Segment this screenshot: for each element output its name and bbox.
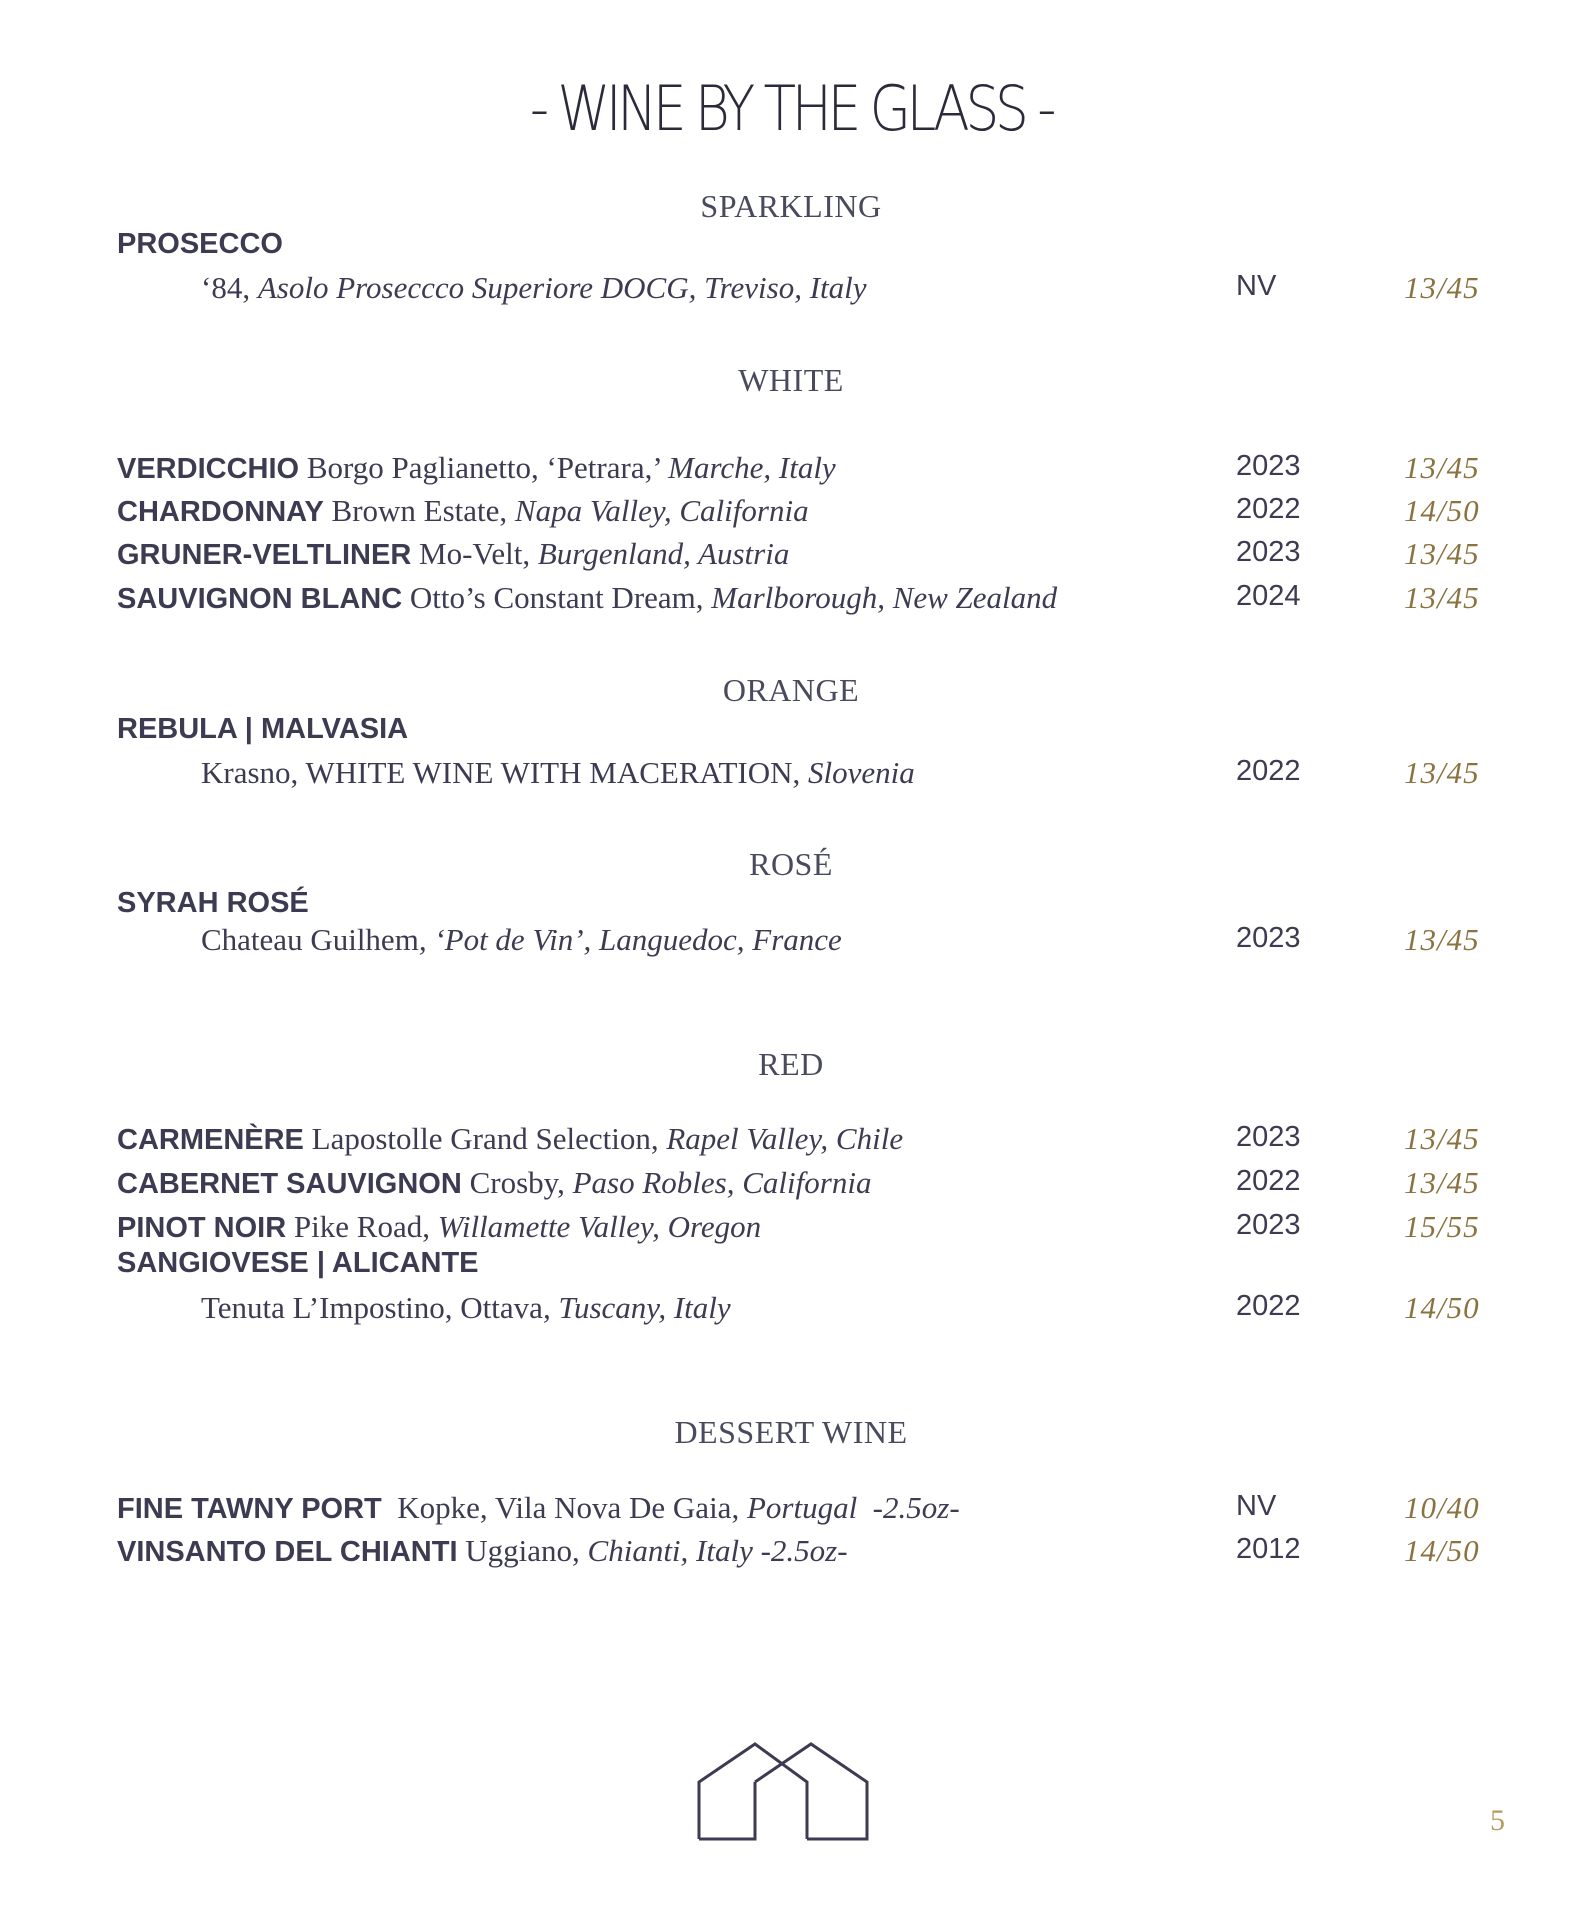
price: 13/45	[1404, 450, 1480, 485]
region: , Tuscany, Italy	[542, 1290, 731, 1325]
list-item	[0, 1165, 1582, 1205]
vintage: 2022	[1236, 493, 1301, 525]
vintage: 2012	[1236, 1533, 1301, 1565]
list-item	[0, 887, 1582, 927]
list-item	[0, 580, 1582, 620]
producer: Otto’s Constant Dream,	[402, 580, 712, 615]
wine-description	[117, 1121, 903, 1157]
region: Asolo Proseccco Superiore DOCG, Treviso, Italy	[257, 270, 867, 305]
price: 14/50	[1404, 1290, 1480, 1325]
producer: Uggiano,	[457, 1533, 588, 1568]
grape-name: REBULA | MALVASIA	[117, 713, 409, 745]
producer: ‘84,	[201, 270, 258, 305]
price: 13/45	[1404, 580, 1480, 615]
vintage: 2022	[1236, 1165, 1301, 1197]
price: 14/50	[1404, 1533, 1480, 1568]
list-item	[0, 1209, 1582, 1249]
grape-name: CARMENÈRE	[117, 1124, 304, 1156]
producer: Chateau Guilhem	[201, 922, 419, 957]
region: Burgenland, Austria	[537, 536, 790, 571]
list-item	[0, 450, 1582, 490]
price: 13/45	[1404, 270, 1480, 305]
producer: Tenuta L’Impostino, Ottava	[201, 1290, 543, 1325]
region: Rapel Valley, Chile	[666, 1121, 904, 1156]
section-heading-orange: ORANGE	[722, 672, 860, 708]
price: 15/55	[1404, 1209, 1480, 1244]
section-heading-dessert: DESSERT WINE	[674, 1414, 908, 1450]
grape-name: GRUNER-VELTLINER	[117, 539, 412, 571]
list-item	[0, 1290, 1582, 1330]
list-item	[0, 1490, 1582, 1530]
price: 14/50	[1404, 493, 1480, 528]
price: 13/45	[1404, 1165, 1480, 1200]
grape-name: SYRAH ROSÉ	[117, 887, 309, 919]
vintage: 2022	[1236, 755, 1301, 787]
producer: Mo-Velt,	[411, 536, 538, 571]
producer: Brown Estate,	[323, 493, 515, 528]
vintage: 2023	[1236, 922, 1301, 954]
grape-name: VINSANTO DEL CHIANTI	[117, 1536, 458, 1568]
wine-description	[201, 755, 915, 791]
region: , ‘Pot de Vin’, Languedoc, France	[418, 922, 842, 957]
vintage: 2024	[1236, 580, 1301, 612]
price: 10/40	[1404, 1490, 1480, 1525]
grape-name: FINE TAWNY PORT	[117, 1493, 382, 1525]
wine-description	[117, 1165, 871, 1201]
vintage: 2023	[1236, 450, 1301, 482]
wine-description	[201, 270, 867, 306]
section-heading-sparkling: SPARKLING	[700, 188, 882, 224]
section-heading-red: RED	[758, 1046, 824, 1082]
wine-description	[117, 493, 809, 529]
wine-description	[117, 1533, 848, 1569]
producer: Pike Road,	[286, 1209, 438, 1244]
region: Willamette Valley, Oregon	[437, 1209, 762, 1244]
grape-name: SAUVIGNON BLANC	[117, 583, 403, 615]
grape-name: PROSECCO	[117, 228, 283, 260]
producer: Kopke, Vila Nova De Gaia,	[381, 1490, 747, 1525]
section-heading-rose: ROSÉ	[749, 846, 833, 882]
vintage: 2023	[1236, 1121, 1301, 1153]
price: 13/45	[1404, 1121, 1480, 1156]
region: Napa Valley, California	[514, 493, 809, 528]
wine-description	[117, 536, 789, 572]
grape-name: CABERNET SAUVIGNON	[117, 1168, 462, 1200]
wine-description	[117, 580, 1057, 616]
list-item	[0, 922, 1582, 962]
list-item	[0, 1533, 1582, 1573]
vintage: 2022	[1236, 1290, 1301, 1322]
region: Portugal -2.5oz-	[746, 1490, 960, 1525]
producer: Crosby,	[461, 1165, 573, 1200]
list-item	[0, 713, 1582, 753]
list-item	[0, 493, 1582, 533]
list-item	[0, 228, 1582, 268]
list-item	[0, 270, 1582, 310]
grape-name: PINOT NOIR	[117, 1212, 287, 1244]
page-title: - WINE BY THE GLASS -	[529, 72, 1053, 145]
vintage: NV	[1236, 270, 1277, 302]
producer: Lapostolle Grand Selection,	[303, 1121, 667, 1156]
grape-name: SANGIOVESE | ALICANTE	[117, 1247, 479, 1279]
price: 13/45	[1404, 922, 1480, 957]
region: Paso Robles, California	[572, 1165, 872, 1200]
price: 13/45	[1404, 755, 1480, 790]
house-outline-logo-icon	[697, 1742, 869, 1842]
wine-description	[117, 450, 836, 486]
producer: Borgo Paglianetto, ‘Petrara,’	[299, 450, 669, 485]
region: Marlborough, New Zealand	[711, 580, 1058, 615]
list-item	[0, 1247, 1582, 1287]
wine-description	[117, 1490, 960, 1526]
vintage: 2023	[1236, 1209, 1301, 1241]
list-item	[0, 536, 1582, 576]
list-item	[0, 1121, 1582, 1161]
section-heading-white: WHITE	[738, 362, 844, 398]
producer: Krasno, WHITE WINE WITH MACERATION,	[201, 755, 808, 790]
price: 13/45	[1404, 536, 1480, 571]
vintage: 2023	[1236, 536, 1301, 568]
region: Marche, Italy	[668, 450, 836, 485]
vintage: NV	[1236, 1490, 1277, 1522]
page-number: 5	[1490, 1804, 1505, 1837]
wine-description	[201, 1290, 731, 1326]
list-item	[0, 755, 1582, 795]
grape-name: VERDICCHIO	[117, 453, 300, 485]
region: Chianti, Italy -2.5oz-	[587, 1533, 848, 1568]
region: Slovenia	[807, 755, 915, 790]
grape-name: CHARDONNAY	[117, 496, 324, 528]
wine-description	[117, 1209, 761, 1245]
wine-description	[201, 922, 842, 958]
